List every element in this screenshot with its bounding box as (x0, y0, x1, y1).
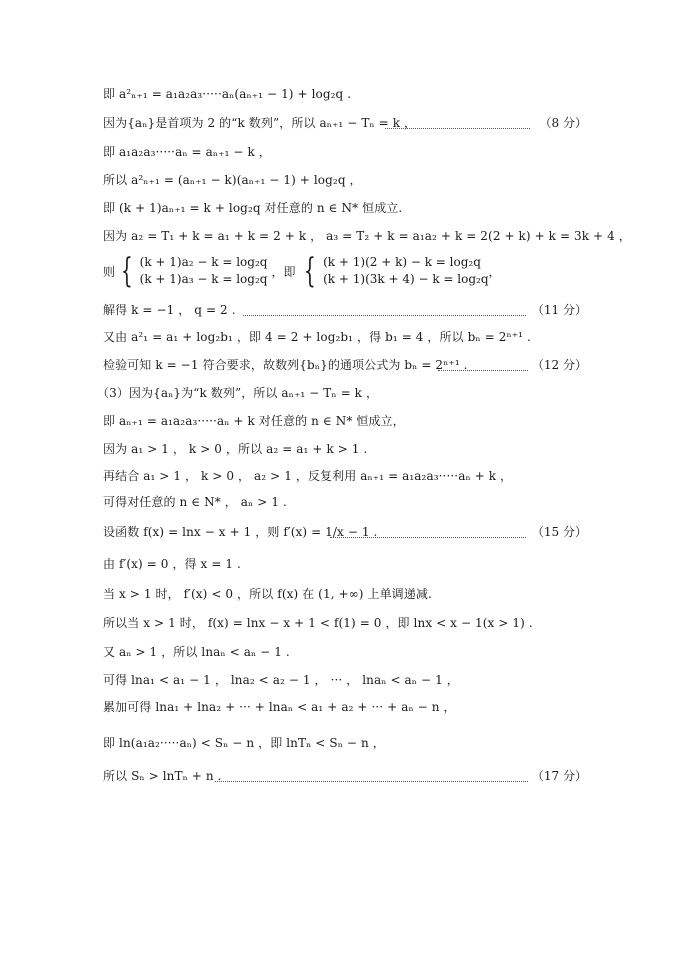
score-label: （8 分） (539, 116, 587, 130)
text-line: （3）因为{aₙ}为“k 数列”，所以 aₙ₊₁ − Tₙ = k ， (97, 386, 379, 400)
equation-system (103, 251, 501, 291)
score-leader-dots (215, 781, 528, 782)
text-line: 由 f′(x) = 0 ，得 x = 1 . (103, 557, 241, 571)
system-row: (k + 1)(3k + 4) − k = log₂q (323, 272, 489, 286)
text-line: 所以 a²ₙ₊₁ = (aₙ₊₁ − k)(aₙ₊₁ − 1) + log₂q ， (103, 173, 362, 187)
system-connector: ，即 (271, 264, 296, 279)
system-tail: ， (488, 264, 501, 279)
text-line: 因为{aₙ}是首项为 2 的“k 数列”，所以 aₙ₊₁ − Tₙ = k ， (103, 116, 417, 130)
text-line: 即 (k + 1)aₙ₊₁ = k + log₂q 对任意的 n ∈ N* 恒成立. (103, 201, 403, 215)
score-label: （17 分） (531, 769, 587, 783)
system-row: (k + 1)a₃ − k = log₂q (139, 272, 268, 286)
score-label: （15 分） (531, 525, 587, 539)
score-leader-dots (330, 537, 526, 538)
system-row: (k + 1)(2 + k) − k = log₂q (323, 255, 481, 269)
text-line: 检验可知 k = −1 符合要求，故数列{bₙ}的通项公式为 bₙ = 2ⁿ⁺¹ . (103, 358, 468, 372)
text-line: 可得 lna₁ < a₁ − 1 ， lna₂ < a₂ − 1 ， ··· ， lnaₙ < aₙ − 1 ， (103, 673, 459, 687)
text-line: 所以 Sₙ > lnTₙ + n . (103, 769, 222, 783)
left-brace: { (304, 251, 317, 291)
text-line: 再结合 a₁ > 1 ， k > 0 ， a₂ > 1 ，反复利用 aₙ₊₁ = a₁a₂a₃·····aₙ + k ， (103, 469, 513, 483)
system-label: 则 (103, 264, 116, 279)
text-line: 可得对任意的 n ∈ N* ， aₙ > 1 . (103, 495, 287, 509)
score-leader-dots (385, 128, 530, 129)
text-line: 即 aₙ₊₁ = a₁a₂a₃·····aₙ + k 对任意的 n ∈ N* 恒成立， (103, 414, 405, 428)
left-brace: { (120, 251, 133, 291)
score-label: （12 分） (531, 358, 587, 372)
text-line: 当 x > 1 时， f′(x) < 0 ，所以 f(x) 在 (1, +∞) 上单调递减. (103, 587, 432, 601)
text-line: 即 ln(a₁a₂·····aₙ) < Sₙ − n ，即 lnTₙ < Sₙ − n ， (103, 736, 385, 750)
score-label: （11 分） (531, 303, 587, 317)
text-line: 即 a²ₙ₊₁ = a₁a₂a₃·····aₙ(aₙ₊₁ − 1) + log₂q . (103, 87, 352, 101)
score-leader-dots (243, 315, 526, 316)
text-line: 即 a₁a₂a₃·····aₙ = aₙ₊₁ − k ， (103, 145, 271, 159)
text-line: 因为 a₂ = T₁ + k = a₁ + k = 2 + k ， a₃ = T₂ + k = a₁a₂ + k = 2(2 + k) + k = 3k + 4 ， (103, 229, 631, 243)
text-line: 所以当 x > 1 时， f(x) = lnx − x + 1 < f(1) = 0 ，即 lnx < x − 1(x > 1) . (103, 616, 533, 630)
score-leader-dots (438, 370, 528, 371)
text-line: 因为 a₁ > 1 ， k > 0 ，所以 a₂ = a₁ + k > 1 . (103, 442, 368, 456)
text-line: 累加可得 lna₁ + lna₂ + ··· + lnaₙ < a₁ + a₂ + ··· + aₙ − n ， (103, 700, 456, 714)
text-line: 又 aₙ > 1 ，所以 lnaₙ < aₙ − 1 . (103, 645, 290, 659)
text-line: 又由 a²₁ = a₁ + log₂b₁ ，即 4 = 2 + log₂b₁ ，得 b₁ = 4 ，所以 bₙ = 2ⁿ⁺¹ . (103, 330, 531, 344)
text-line: 设函数 f(x) = lnx − x + 1 ，则 f′(x) = 1/x − 1 . (103, 525, 378, 539)
text-line: 解得 k = −1 ， q = 2 . (103, 303, 236, 317)
system-row: (k + 1)a₂ − k = log₂q (139, 255, 268, 269)
